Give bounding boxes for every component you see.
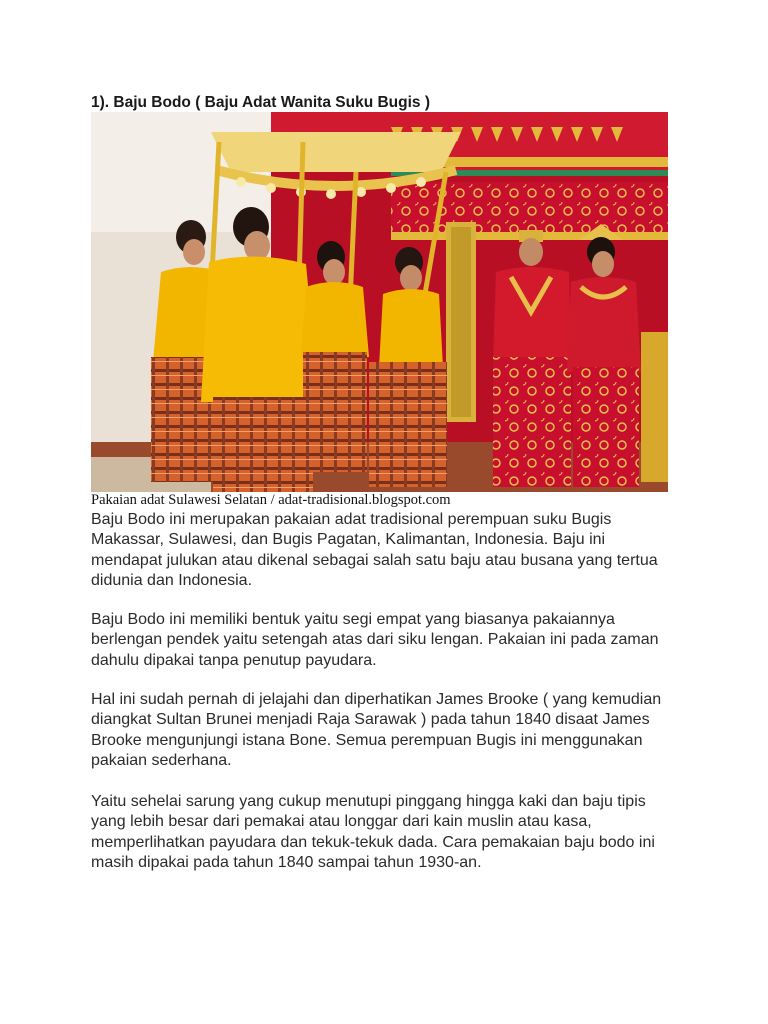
paragraph-line: memperlihatkan payudara dan tekuk-tekuk dada. Cara pemakaian baju bodo ini (91, 833, 655, 851)
paragraph (91, 610, 691, 671)
photo-caption: Pakaian adat Sulawesi Selatan / adat-tradisional.blogspot.com (91, 492, 451, 508)
paragraph-line: masih dipakai pada tahun 1840 sampai tahun 1930-an. (91, 853, 482, 871)
paragraph-line: Baju Bodo ini merupakan pakaian adat tradisional perempuan suku Bugis (91, 511, 612, 528)
paragraph-line: pakaian sederhana. (91, 751, 232, 769)
paragraph-line: yang lebih besar dari pemakai atau longgar dari kain muslin atau kasa, (91, 813, 592, 831)
paragraph-line: berlengan pendek yaitu setengah atas dari siku lengan. Pakaian ini pada zaman (91, 631, 659, 649)
section-heading: 1). Baju Bodo ( Baju Adat Wanita Suku Bugis ) (91, 94, 430, 111)
paragraph-line: dahulu dipakai tanpa penutup payudara. (91, 651, 377, 669)
paragraph-line: Hal ini sudah pernah di jelajahi dan diperhatikan James Brooke ( yang kemudian (91, 691, 662, 708)
paragraph-line: diangkat Sultan Brunei menjadi Raja Sarawak ) pada tahun 1840 disaat James (91, 711, 650, 729)
paragraph (91, 690, 691, 771)
paragraph-line: Brooke mengunjungi istana Bone. Semua perempuan Bugis ini menggunakan (91, 731, 643, 749)
figure-photo (91, 112, 668, 492)
paragraph-line: didunia dan Indonesia. (91, 571, 253, 589)
paragraph-line: Makassar, Sulawesi, dan Bugis Pagatan, Kalimantan, Indonesia. Baju ini (91, 531, 606, 549)
paragraph-line: Yaitu sehelai sarung yang cukup menutupi pinggang hingga kaki dan baju tipis (91, 793, 646, 810)
paragraph-line: mendapat julukan atau dikenal sebagai salah satu baju atau busana yang tertua (91, 551, 658, 569)
paragraph (91, 792, 691, 873)
paragraph (91, 510, 691, 591)
paragraph-line: Baju Bodo ini memiliki bentuk yaitu segi empat yang biasanya pakaiannya (91, 611, 615, 628)
photo-icon (91, 112, 668, 492)
